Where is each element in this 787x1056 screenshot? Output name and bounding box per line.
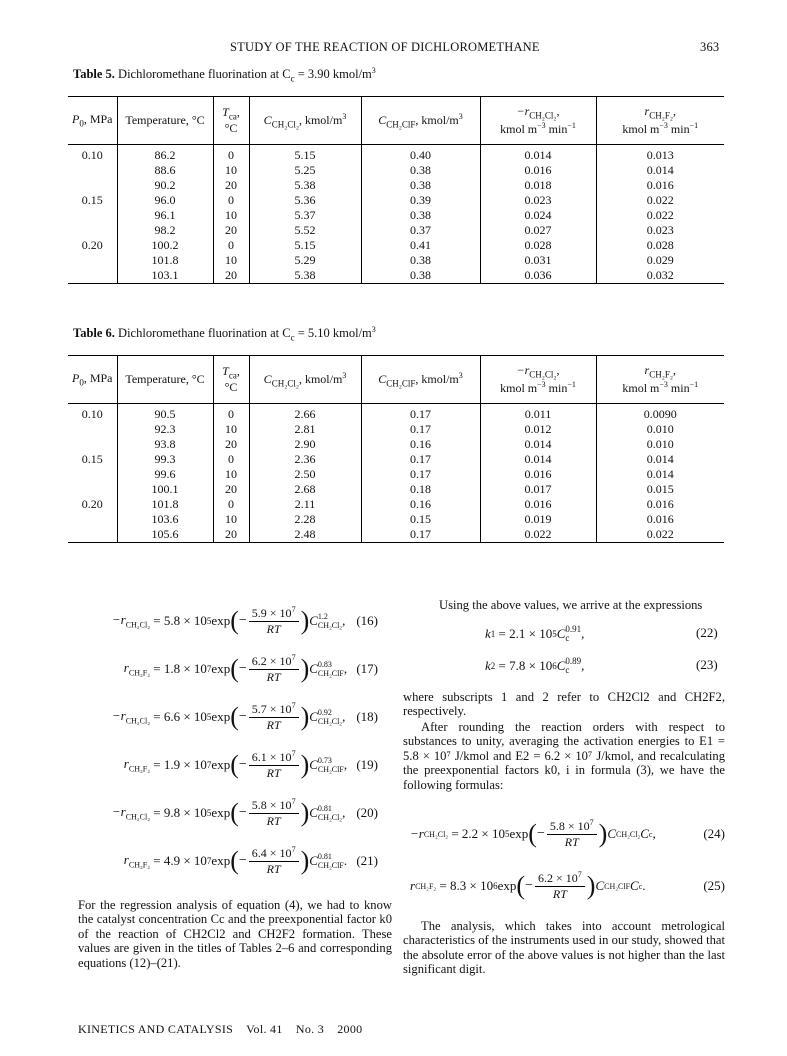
table-row [68, 223, 724, 238]
table-cell [68, 268, 117, 284]
page-number: 363 [700, 40, 720, 54]
table-cell: 0.37 [361, 223, 480, 238]
table-cell: 0.014 [596, 467, 724, 482]
table-cell: 0.019 [480, 512, 596, 527]
equation-25: r CH₂F₂ = 8.3 × 10 6 exp ( − $\frac{6.2 \times 10^7}{RT}$ ) C CH₂ClF C c . (25) [410, 870, 725, 901]
equation-24: −r CH₂Cl₂ = 2.2 × 10 5 exp ( − $\frac{5.8 \times 10^7}{RT}$ ) C CH₂Cl₂ C c , (24) [410, 818, 725, 849]
paragraph-left: For the regression analysis of equation (4), we had to know the catalyst concentration Cc and the preexponential factor k0 of the reaction of CH2Cl2 and CH2F2 formation. These values are given in the titles of Tables 2–6 and corresponding equations (12)–(21). [78, 898, 392, 970]
table-cell: 105.6 [117, 527, 213, 543]
table-cell: 93.8 [117, 437, 213, 452]
table-row [68, 193, 724, 208]
table-cell: 0.016 [480, 467, 596, 482]
table-cell: 0 [213, 404, 249, 423]
col-p0: $P_0$, MPa [68, 356, 117, 404]
table-cell: 5.29 [249, 253, 361, 268]
table-cell: 90.2 [117, 178, 213, 193]
footer: KINETICS AND CATALYSIS Vol. 41 No. 3 2000 [78, 1022, 363, 1036]
table-row [68, 512, 724, 527]
table-row [68, 178, 724, 193]
table-cell: 10 [213, 512, 249, 527]
equation: $r_{CH_2F_2}$ = 1.8 × 10 7 exp ( − $\frac{6.2 \times 10^7}{RT}$ ) C 0.83 CH₂ClF , (17) [123, 653, 378, 684]
table-cell: 0.10 [81, 148, 103, 162]
table-cell: 0.022 [596, 193, 724, 208]
col-c-ch2cl2: $C_{CH_2Cl_2}$, kmol/$m^3$ [249, 97, 361, 145]
paragraph-right-4: The analysis, which takes into account metrological characteristics of the instruments used in our study, showed that the absolute error of the above values is not higher than the last significant digit. [403, 919, 725, 977]
table-row [68, 163, 724, 178]
table-cell: 2.50 [249, 467, 361, 482]
table-cell: 0.014 [596, 163, 724, 178]
table-cell: 0.40 [361, 145, 480, 164]
table-cell: 2.48 [249, 527, 361, 543]
table6-body [68, 404, 724, 543]
equation: $-r_{CH_2Cl_2}$ = 9.8 × 10 5 exp ( − $\frac{5.8 \times 10^7}{RT}$ ) C 0.81 CH₂Cl₂ , (20) [111, 797, 378, 828]
equation: $-r_{CH_2Cl_2}$ = 5.8 × 10 5 exp ( − $\frac{5.9 \times 10^7}{RT}$ ) C 1.2 CH₂Cl₂ , (16) [111, 605, 378, 636]
table-cell: 100.2 [117, 238, 213, 253]
table-row [68, 527, 724, 543]
equation: $-r_{CH_2Cl_2}$ = 6.6 × 10 5 exp ( − $\frac{5.7 \times 10^7}{RT}$ ) C 0.92 CH₂Cl₂ , (18) [111, 701, 378, 732]
table-cell: 0 [213, 145, 249, 164]
table-cell: 0.024 [480, 208, 596, 223]
table6-caption: Table 6. Dichloromethane fluorination at $C_c = 5.10$ kmol/$m^3$ [73, 325, 376, 343]
table-cell: 20 [213, 268, 249, 284]
col-r-ch2f2: $r_{CH_2F_2}$, kmol $m^{-3}$ $\min^{-1}$ [596, 356, 724, 404]
table-cell: 0.012 [480, 422, 596, 437]
table-cell: 10 [213, 467, 249, 482]
paragraph-right-1: Using the above values, we arrive at the expressions [439, 598, 703, 612]
table-cell: 0.010 [596, 422, 724, 437]
table-cell: 0.036 [480, 268, 596, 284]
table-cell: 98.2 [117, 223, 213, 238]
table-cell: 20 [213, 223, 249, 238]
table-cell [68, 253, 117, 268]
table-cell: 0.027 [480, 223, 596, 238]
table5 [68, 96, 724, 284]
table-cell: 5.15 [249, 145, 361, 164]
table-cell: 103.1 [117, 268, 213, 284]
table-cell [68, 208, 117, 223]
col-p0: $P_0$, MPa [68, 97, 117, 145]
table-cell: 0.016 [480, 497, 596, 512]
equation-number: (19) [356, 757, 378, 772]
table-cell: 0.17 [361, 467, 480, 482]
table-cell: 86.2 [117, 145, 213, 164]
table-row [68, 467, 724, 482]
table-cell: 0.014 [596, 452, 724, 467]
table-cell: 0.016 [480, 163, 596, 178]
col-c-ch2clf: $C_{CH_2ClF}$, kmol/$m^3$ [361, 97, 480, 145]
table-cell: 0.013 [596, 145, 724, 164]
equation-number: (17) [356, 661, 378, 676]
col-r-ch2f2: $r_{CH_2F_2}$, kmol $m^{-3}$ $\min^{-1}$ [596, 97, 724, 145]
table-cell [68, 512, 117, 527]
equation-number: (16) [356, 613, 378, 628]
table-cell: 5.25 [249, 163, 361, 178]
table-cell: 0 [213, 452, 249, 467]
table-cell: 88.6 [117, 163, 213, 178]
table-cell: 99.3 [117, 452, 213, 467]
table-cell: 2.68 [249, 482, 361, 497]
table-cell: 20 [213, 527, 249, 543]
table-cell: 0.031 [480, 253, 596, 268]
table-cell: 0.028 [480, 238, 596, 253]
table-cell [68, 527, 117, 543]
table-cell: 10 [213, 208, 249, 223]
table-cell: 101.8 [117, 497, 213, 512]
table-cell: 20 [213, 482, 249, 497]
equation: $r_{CH_2F_2}$ = 4.9 × 10 7 exp ( − $\frac{6.4 \times 10^7}{RT}$ ) C 0.81 CH₂ClF . (21) [123, 845, 378, 876]
col-c-ch2cl2: $C_{CH_2Cl_2}$, kmol/$m^3$ [249, 356, 361, 404]
table-cell: 0.010 [596, 437, 724, 452]
table-row [68, 238, 724, 253]
col-tca: $T_{ca}$, °C [213, 356, 249, 404]
table-cell [68, 163, 117, 178]
paragraph-right-3: After rounding the reaction orders with respect to substances to unity, averaging the activation energies to E1 = 5.8 × 10⁷ J/kmol and E2 = 6.2 × 10⁷ J/kmol, and recalculating the preexponential factors k0, i in formula (3), we have the following formulas: [403, 720, 725, 792]
col-tca: $T_{ca}$, °C [213, 97, 249, 145]
col-c-ch2clf: $C_{CH_2ClF}$, kmol/$m^3$ [361, 356, 480, 404]
table-cell [68, 437, 117, 452]
table-cell: 0.023 [480, 193, 596, 208]
table-cell: 0.017 [480, 482, 596, 497]
table-cell: 0.17 [361, 527, 480, 543]
table-cell: 92.3 [117, 422, 213, 437]
table-header [68, 97, 724, 145]
table-cell: 0.38 [361, 163, 480, 178]
table-cell: 0 [213, 238, 249, 253]
table-cell: 0.15 [81, 193, 103, 207]
table6 [68, 355, 724, 543]
table-cell: 20 [213, 178, 249, 193]
table-cell: 20 [213, 437, 249, 452]
table-cell: 0.38 [361, 268, 480, 284]
table-row [68, 497, 724, 512]
table-cell: 0.028 [596, 238, 724, 253]
table-cell: 5.52 [249, 223, 361, 238]
table-cell: 0.022 [596, 527, 724, 543]
table-cell: 101.8 [117, 253, 213, 268]
table-row [68, 268, 724, 284]
table-cell: 0 [213, 497, 249, 512]
table-cell: 0.17 [361, 404, 480, 423]
table-cell: 2.66 [249, 404, 361, 423]
col-temperature: Temperature, °C [117, 97, 213, 145]
table-cell: 0.022 [480, 527, 596, 543]
table-row [68, 437, 724, 452]
table-cell: 0.20 [81, 238, 103, 252]
table5-body [68, 145, 724, 284]
paragraph-right-2: where subscripts 1 and 2 refer to CH2Cl2 and CH2F2, respectively. [403, 690, 725, 719]
running-title: STUDY OF THE REACTION OF DICHLOROMETHANE [230, 40, 540, 54]
table-cell: 96.1 [117, 208, 213, 223]
table-cell: 103.6 [117, 512, 213, 527]
table-cell: 0.15 [81, 452, 103, 466]
table-cell: 5.38 [249, 178, 361, 193]
table-cell: 0 [213, 193, 249, 208]
table-cell: 0.022 [596, 208, 724, 223]
table-cell: 0.014 [480, 437, 596, 452]
table-cell: 0.0090 [596, 404, 724, 423]
table-cell: 0.38 [361, 208, 480, 223]
table-cell: 2.36 [249, 452, 361, 467]
table-cell: 90.5 [117, 404, 213, 423]
table5-caption: Table 5. Dichloromethane fluorination at $C_c = 3.90$ kmol/$m^3$ [73, 66, 376, 84]
table-cell: 2.11 [249, 497, 361, 512]
table-cell: 0.10 [81, 407, 103, 421]
table-cell: 0.015 [596, 482, 724, 497]
table-header [68, 356, 724, 404]
table-row [68, 145, 724, 164]
table-cell: 0.39 [361, 193, 480, 208]
table-cell: 10 [213, 422, 249, 437]
equation-number: (18) [356, 709, 378, 724]
table-cell: 0.018 [480, 178, 596, 193]
table-cell: 5.36 [249, 193, 361, 208]
table-cell: 10 [213, 163, 249, 178]
table-cell: 5.15 [249, 238, 361, 253]
col-r-ch2cl2: $-r_{CH_2Cl_2}$, kmol $m^{-3}$ $\min^{-1}$ [480, 356, 596, 404]
table-cell: 0.17 [361, 452, 480, 467]
equation-number: (21) [356, 853, 378, 868]
table-cell [68, 223, 117, 238]
table-cell: 0.41 [361, 238, 480, 253]
table-cell: 0.016 [596, 512, 724, 527]
table-row [68, 404, 724, 423]
table-cell: 2.81 [249, 422, 361, 437]
table-cell: 0.18 [361, 482, 480, 497]
table-cell: 0.014 [480, 452, 596, 467]
table-cell: 2.28 [249, 512, 361, 527]
table-cell: 0.20 [81, 497, 103, 511]
table-cell: 0.17 [361, 422, 480, 437]
table-cell: 2.90 [249, 437, 361, 452]
table-cell [68, 467, 117, 482]
table-cell: 96.0 [117, 193, 213, 208]
table-cell: 5.37 [249, 208, 361, 223]
equation-23-label: (23) [696, 657, 718, 672]
table-cell: 10 [213, 253, 249, 268]
col-temperature: Temperature, °C [117, 356, 213, 404]
table-cell: 0.016 [596, 178, 724, 193]
table-cell: 0.011 [480, 404, 596, 423]
table-cell: 100.1 [117, 482, 213, 497]
table-cell [68, 422, 117, 437]
table-cell [68, 482, 117, 497]
table-cell: 5.38 [249, 268, 361, 284]
equation-22-label: (22) [696, 625, 718, 640]
table-cell [68, 178, 117, 193]
table-row [68, 422, 724, 437]
table-row [68, 208, 724, 223]
table-cell: 99.6 [117, 467, 213, 482]
table-cell: 0.032 [596, 268, 724, 284]
table-cell: 0.029 [596, 253, 724, 268]
table-cell: 0.023 [596, 223, 724, 238]
table-row [68, 452, 724, 467]
table-row [68, 253, 724, 268]
table-cell: 0.014 [480, 145, 596, 164]
table-cell: 0.38 [361, 178, 480, 193]
table-cell: 0.15 [361, 512, 480, 527]
table-cell: 0.16 [361, 497, 480, 512]
equation-23: k 2 = 7.8 × 10 6 C 0.89 c , [485, 656, 585, 675]
table-cell: 0.016 [596, 497, 724, 512]
equation-22: k 1 = 2.1 × 10 5 C 0.91 c , [485, 624, 585, 643]
col-r-ch2cl2: $-r_{CH_2Cl_2}$, kmol $m^{-3}$ $\min^{-1}$ [480, 97, 596, 145]
table-cell: 0.16 [361, 437, 480, 452]
equation: $r_{CH_2F_2}$ = 1.9 × 10 7 exp ( − $\frac{6.1 \times 10^7}{RT}$ ) C 0.73 CH₂ClF , (19) [123, 749, 378, 780]
equation-number: (20) [356, 805, 378, 820]
table-cell: 0.38 [361, 253, 480, 268]
table-row [68, 482, 724, 497]
